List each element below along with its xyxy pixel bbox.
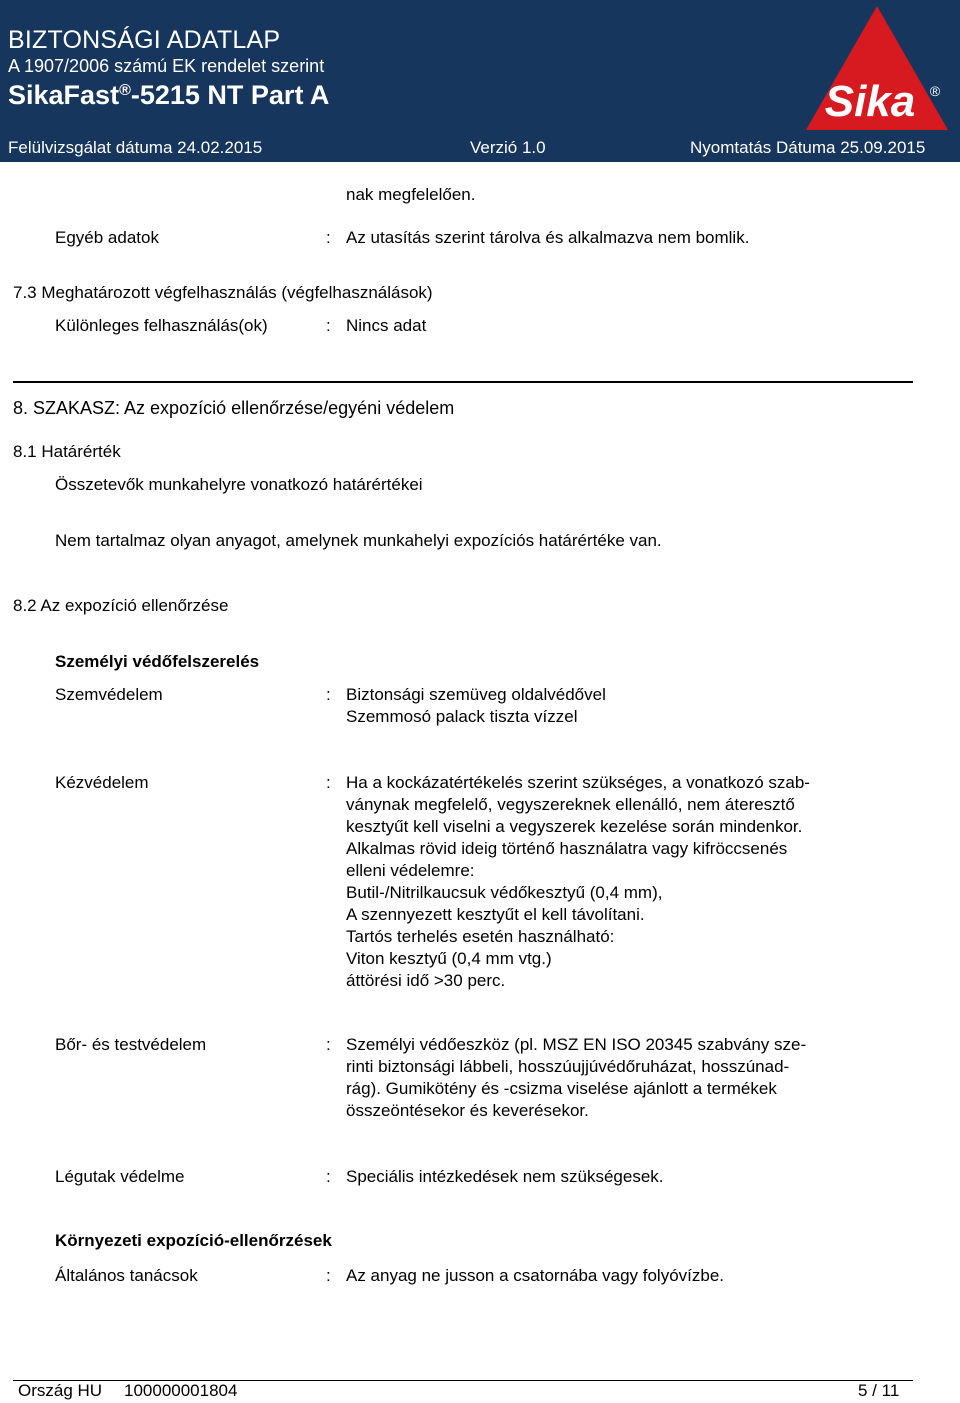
environmental-exposure-heading: Környezeti expozíció-ellenőrzések	[55, 1231, 332, 1250]
colon: :	[326, 316, 331, 335]
footer-document-number: 100000001804	[124, 1381, 238, 1400]
other-data-value: Az utasítás szerint tárolva és alkalmazva nem bomlik.	[346, 228, 750, 247]
skin-protection-line: összeöntésekor és keverésekor.	[346, 1101, 589, 1120]
hand-protection-line: Alkalmas rövid ideig történő használatra vagy kifröccsenés	[346, 839, 788, 858]
skin-protection-line: rág). Gumikötény és -csizma viselése ajánlott a termékek	[346, 1079, 777, 1098]
skin-protection-label: Bőr- és testvédelem	[55, 1035, 207, 1054]
section-8-2-heading: 8.2 Az expozíció ellenőrzése	[13, 596, 229, 615]
product-name-pre: SikaFast	[8, 80, 120, 110]
hand-protection-line: Tartós terhelés esetén használható:	[346, 927, 615, 946]
section-divider	[13, 381, 913, 383]
sika-logo-icon	[804, 4, 950, 132]
components-limits-subheading: Összetevők munkahelyre vonatkozó határértékei	[55, 475, 423, 494]
eye-protection-line: Biztonsági szemüveg oldalvédővel	[346, 685, 606, 704]
colon: :	[326, 1035, 331, 1054]
eye-protection-label: Szemvédelem	[55, 685, 163, 704]
hand-protection-line: Ha a kockázatértékelés szerint szükséges, a vonatkozó szab-	[346, 773, 810, 792]
general-advice-value: Az anyag ne jusson a csatornába vagy folyóvízbe.	[346, 1266, 725, 1285]
hand-protection-label: Kézvédelem	[55, 773, 149, 792]
continuation-line: nak megfelelően.	[346, 185, 476, 204]
ppe-heading: Személyi védőfelszerelés	[55, 652, 260, 671]
footer-page-number: 5 / 11	[858, 1381, 900, 1400]
respiratory-protection-value: Speciális intézkedések nem szükségesek.	[346, 1167, 664, 1186]
version: Verzió 1.0	[470, 138, 546, 157]
colon: :	[326, 1266, 331, 1285]
footer-country: Ország HU	[18, 1381, 103, 1400]
registered-mark: ®	[119, 82, 131, 99]
hand-protection-line: elleni védelemre:	[346, 861, 475, 880]
colon: :	[326, 685, 331, 704]
hand-protection-line: Butil-/Nitrilkaucsuk védőkesztyű (0,4 mm),	[346, 883, 663, 902]
special-use-label: Különleges felhasználás(ok)	[55, 316, 268, 335]
section-7-3-heading: 7.3 Meghatározott végfelhasználás (végfelhasználások)	[13, 283, 433, 302]
colon: :	[326, 228, 331, 247]
hand-protection-line: kesztyűt kell viselni a vegyszerek kezelése során mindenkor.	[346, 817, 803, 836]
print-date: Nyomtatás Dátuma 25.09.2015	[690, 138, 926, 157]
revision-date: Felülvizsgálat dátuma 24.02.2015	[8, 138, 263, 157]
hand-protection-line: ványnak megfelelő, vegyszereknek ellenálló, nem áteresztő	[346, 795, 795, 814]
logo-wordmark: Sika	[824, 77, 916, 126]
eye-protection-line: Szemmosó palack tiszta vízzel	[346, 707, 578, 726]
general-advice-label: Általános tanácsok	[55, 1266, 198, 1285]
section-8-heading: 8. SZAKASZ: Az expozíció ellenőrzése/egyéni védelem	[13, 398, 455, 418]
respiratory-protection-label: Légutak védelme	[55, 1167, 185, 1186]
hand-protection-line: Viton kesztyű (0,4 mm vtg.)	[346, 949, 552, 968]
limits-statement: Nem tartalmaz olyan anyagot, amelynek munkahelyi expozíciós határértéke van.	[55, 531, 662, 550]
logo-registered-mark: ®	[929, 83, 941, 99]
product-name-post: -5215 NT Part A	[130, 80, 330, 110]
hand-protection-line: A szennyezett kesztyűt el kell távolítani.	[346, 905, 645, 924]
hand-protection-line: áttörési idő >30 perc.	[346, 971, 506, 990]
skin-protection-line: rinti biztonsági lábbeli, hosszúujjúvédőruházat, hosszúnad-	[346, 1057, 790, 1076]
regulation-subtitle: A 1907/2006 számú EK rendelet szerint	[8, 56, 325, 76]
section-8-1-heading: 8.1 Határérték	[13, 442, 121, 461]
other-data-label: Egyéb adatok	[55, 228, 159, 247]
colon: :	[326, 773, 331, 792]
special-use-value: Nincs adat	[346, 316, 427, 335]
document-title: BIZTONSÁGI ADATLAP	[8, 26, 281, 54]
colon: :	[326, 1167, 331, 1186]
skin-protection-line: Személyi védőeszköz (pl. MSZ EN ISO 20345 szabvány sze-	[346, 1035, 807, 1054]
product-name	[8, 80, 329, 111]
